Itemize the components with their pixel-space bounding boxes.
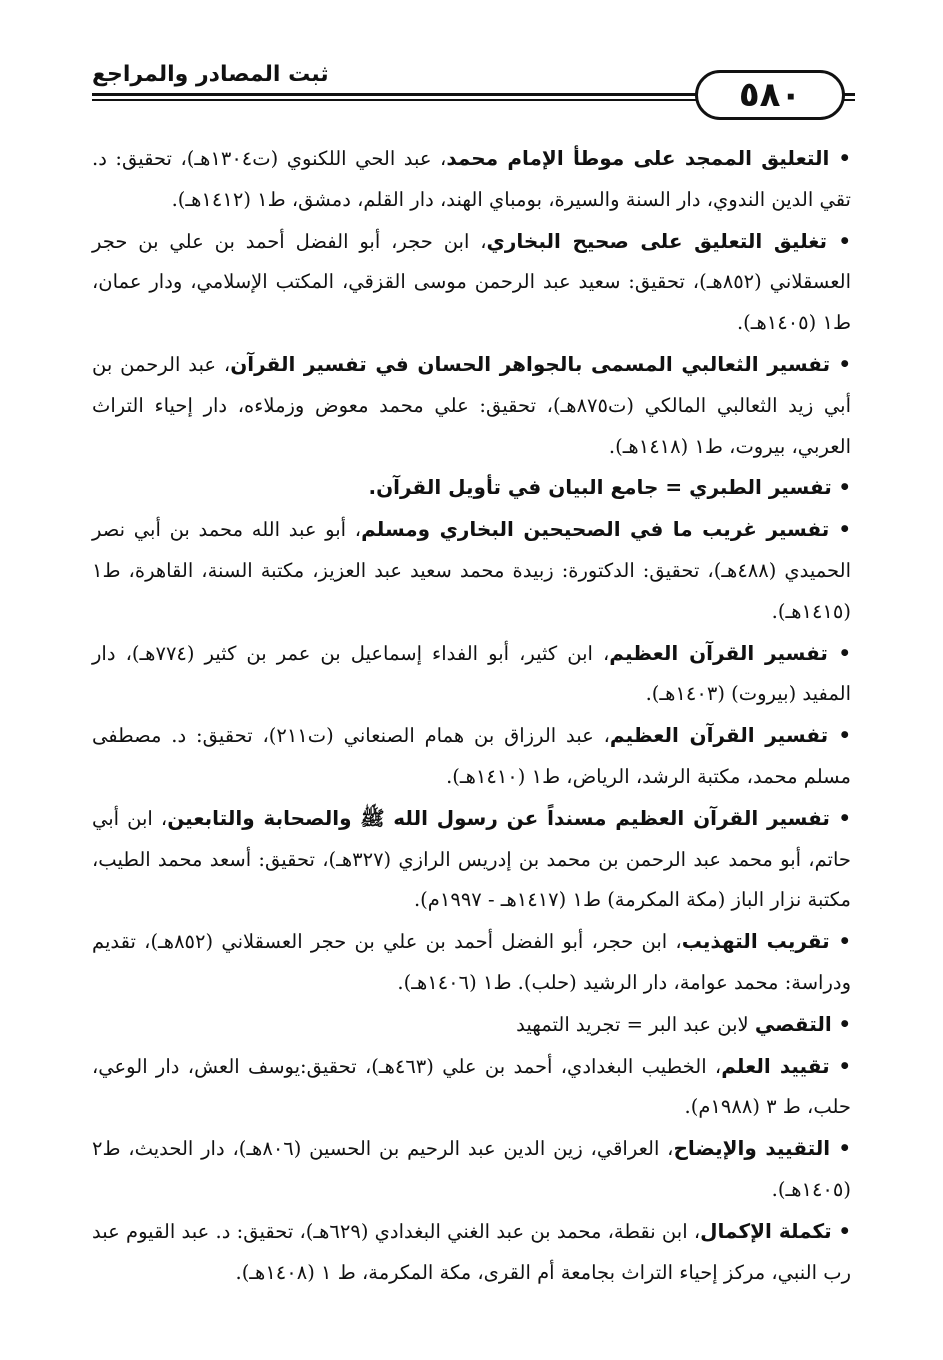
bullet-icon: • (829, 1054, 851, 1078)
entry-text: ، عبد الرزاق بن همام الصنعاني (ت٢١١)، تحقيق: د. مصطفى مسلم محمد، مكتبة الرشد، الرياض، ط١ (١٤١٠هـ). (92, 724, 851, 788)
entry-title: تفسير غريب ما في الصحيحين البخاري ومسلم (361, 517, 830, 542)
entry-title: تفسير القرآن العظيم (609, 640, 828, 665)
bullet-icon: • (827, 229, 851, 253)
bullet-icon: • (829, 518, 851, 542)
running-header-title: ثبت المصادر والمراجع (92, 62, 329, 87)
bullet-icon: • (829, 930, 851, 954)
bibliography-entry (92, 633, 851, 716)
entry-title: تقريب التهذيب (681, 929, 830, 954)
entry-text: ، أبو عبد الله محمد بن أبي نصر الحميدي (٤٨٨هـ)، تحقيق: الدكتورة: زبيدة محمد سعيد عبد العزيز، مكتبة السنة، القاهرة، ط١ (١٤١٥هـ). (92, 518, 851, 623)
bibliography-entry (92, 344, 851, 467)
bibliography-entry (92, 1211, 851, 1294)
entry-text: ، الخطيب البغدادي، أحمد بن علي (٤٦٣هـ)، تحقيق:يوسف العش، دار الوعي، حلب، ط ٣ (١٩٨٨م). (92, 1054, 851, 1119)
entry-text: لابن عبد البر = تجريد التمهيد (516, 1012, 755, 1036)
entry-title: التعليق الممجد على موطأ الإمام محمد (446, 146, 830, 170)
bibliography-entry (92, 1046, 851, 1129)
entry-text: ، عبد الحي اللكنوي (ت١٣٠٤هـ)، تحقيق: د. تقي الدين الندوي، دار السنة والسيرة، بومباي الهند، دار القلم، دمشق، ط١ (١٤١٢هـ). (92, 147, 851, 211)
entry-title: تقييد العلم (721, 1053, 830, 1078)
bibliography-entry (92, 221, 851, 344)
bibliography-entry (92, 715, 851, 798)
bibliography-entry (92, 138, 851, 221)
entry-text: ، ابن حجر، أبو الفضل أحمد بن علي بن حجر العسقلاني (٨٥٢هـ)، تحقيق: سعيد عبد الرحمن موسى القزقي، المكتب الإسلامي، ودار عمان، ط١ (١٤٠٥هـ). (92, 229, 851, 335)
bullet-icon: • (829, 147, 851, 170)
entry-text: ، ابن كثير، أبو الفداء إسماعيل بن عمر بن كثير (٧٧٤هـ)، دار المفيد (بيروت) (١٤٠٣هـ). (92, 641, 851, 706)
entry-text: ، عبد الرحمن بن أبي زيد الثعالبي المالكي (ت٨٧٥هـ)، تحقيق: علي محمد معوض وزملاءه، دار إحياء التراث العربي، بيروت، ط١ (١٤١٨هـ). (92, 352, 851, 458)
bullet-icon: • (830, 1137, 851, 1161)
entry-title: تفسير القرآن العظيم مسنداً عن رسول الله ﷺ والصحابة والتابعين (167, 805, 830, 830)
bullet-icon: • (831, 1219, 851, 1243)
page-number-badge (695, 70, 845, 120)
entry-title: التقييد والإيضاح (673, 1136, 831, 1161)
bullet-icon: • (829, 806, 851, 830)
bibliography-entry (92, 798, 851, 921)
entry-title: تفسير الثعالبي المسمى بالجواهر الحسان في تفسير القرآن (230, 351, 831, 376)
bibliography-entry (92, 1004, 851, 1046)
entry-title: تغليق التعليق على صحيح البخاري (486, 228, 828, 253)
bibliography-list (92, 138, 851, 1293)
bibliography-entry (92, 921, 851, 1004)
bullet-icon: • (830, 352, 851, 376)
entry-text: ، ابن حجر، أبو الفضل أحمد بن علي بن حجر العسقلاني (٨٥٢هـ)، تقديم ودراسة: محمد عوامة، دار الرشيد (حلب). ط١ (١٤٠٦هـ). (92, 930, 851, 994)
entry-title: تفسير الطبري = جامع البيان في تأويل القرآن. (368, 475, 832, 500)
bullet-icon: • (828, 724, 851, 748)
bullet-icon: • (827, 641, 851, 665)
entry-title: تفسير القرآن العظيم (609, 723, 829, 748)
bullet-icon: • (831, 476, 851, 500)
bibliography-entry (92, 1128, 851, 1211)
entry-text: ، ابن أبي حاتم، أبو محمد عبد الرحمن بن محمد بن إدريس الرازي (٣٢٧هـ)، تحقيق: أسعد محمد الطيب، مكتبة نزار الباز (مكة المكرمة) ط١ (١٤١٧هـ - ١٩٩٧م). (92, 806, 851, 912)
bibliography-entry (92, 509, 851, 632)
entry-text: ، ابن نقطة، محمد بن عبد الغني البغدادي (٦٢٩هـ)، تحقيق: د. عبد القيوم عبد رب النبي، مركز إحياء التراث بجامعة أم القرى، مكة المكرمة، ط ١ (١٤٠٨هـ). (92, 1219, 851, 1284)
entry-title: التقصي (754, 1011, 832, 1036)
entry-text: ، العراقي، زين الدين عبد الرحيم بن الحسين (٨٠٦هـ)، دار الحديث، ط٢ (١٤٠٥هـ). (92, 1137, 851, 1201)
bibliography-entry (92, 467, 851, 509)
bullet-icon: • (831, 1012, 851, 1036)
page-number: ٥٨٠ (738, 75, 802, 115)
entry-title: تكملة الإكمال (700, 1218, 832, 1243)
